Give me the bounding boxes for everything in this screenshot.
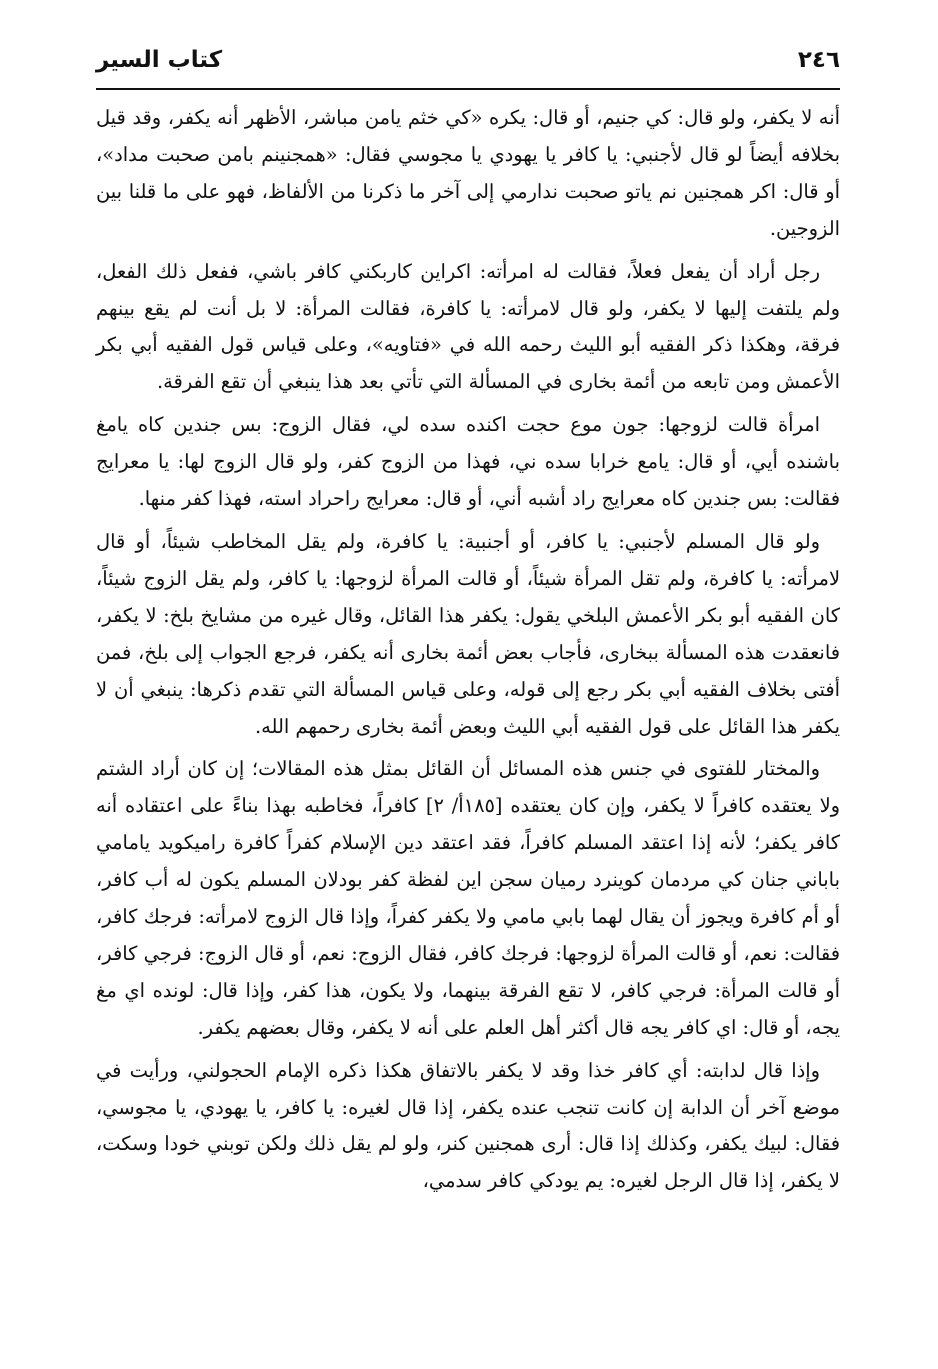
paragraph: ولو قال المسلم لأجنبي: يا كافر، أو أجنبية: يا كافرة، ولم يقل المخاطب شيئاً، أو قال لامرأته: يا كافرة، ولم تقل المرأة شيئاً، أو قالت المرأة لزوجها: يا كافر، ولم يقل الزوج شيئاً، كان الفقيه أبو بكر الأعمش البلخي يقول: يكفر هذا القائل، وقال غيره من مشايخ بلخ: لا يكفر، فانعقدت هذه المسألة ببخارى، فأجاب بعض أئمة بخارى أنه يكفر، فرجع الجواب إلى بلخ، فمن أفتى بخلاف الفقيه أبي بكر رجع إلى قوله، وعلى قياس المسألة التي تقدم ذكرها: ينبغي أن لا يكفر هذا القائل على قول الفقيه أبي الليث وبعض أئمة بخارى رحمهم الله. (96, 529, 840, 738)
page-header (96, 40, 840, 80)
main-text (96, 100, 840, 1206)
paragraph: رجل أراد أن يفعل فعلاً، فقالت له امرأته: اكراين كاربكني كافر باشي، ففعل ذلك الفعل، ولم يلتفت إليها لا يكفر، ولو قال لامرأته: يا كافرة، فقالت المرأة: لا بل أنت لم يقع بينهم فرقة، وهكذا ذكر الفقيه أبو الليث رحمه الله في «فتاويه»، وعلى قياس قول الفقيه أبي بكر الأعمش ومن تابعه من أئمة بخارى في المسألة التي تأتي بعد هذا ينبغي أن تقع الفرقة. (96, 259, 840, 394)
paragraph: وإذا قال لدابته: أي كافر خذا وقد لا يكفر بالاتفاق هكذا ذكره الإمام الحجولني، ورأيت في موضع آخر أن الدابة إن كانت تنجب عنده يكفر، إذا قال لغيره: يا كافر، يا يهودي، يا مجوسي، فقال: لبيك يكفر، وكذلك إذا قال: أرى همجنين كنر، ولو لم يقل ذلك ولكن توبني خودا وسكت، لا يكفر، إذا قال الرجل لغيره: يم يودكي كافر سدمي، (96, 1058, 840, 1193)
running-title: كتاب السير (96, 47, 223, 73)
paragraph: والمختار للفتوى في جنس هذه المسائل أن القائل بمثل هذه المقالات؛ إن كان أراد الشتم ولا يعتقده كافراً لا يكفر، وإن كان يعتقده [١٨٥أ/ ٢] كافراً، فخاطبه بهذا بناءً على اعتقاده أنه كافر يكفر؛ لأنه إذا اعتقد المسلم كافراً، فقد اعتقد دين الإسلام كفراً كافرة راميكويد يامامي باباني جنان كي مردمان كوينرد رميان سجن اين لفظة كفر بودلان المسلم يكون له أب كافر، أو أم كافرة ويجوز أن يقال لهما بابي مامي ولا يكفر كفراً، وإذا قال الزوج لامرأته: فرجك كافر، فقالت: نعم، أو قالت المرأة لزوجها: فرجك كافر، فقال الزوج: نعم، أو قال الزوج: فرجي كافر، أو قالت المرأة: فرجي كافر، لا تقع الفرقة بينهما، ولا يكون، هذا كفر، وإذا قال: لونده اي مغ يجه، أو قال: اي كافر يجه قال أكثر أهل العلم على أنه لا يكفر، وقال بعضهم يكفر. (96, 757, 840, 1039)
header-rule (96, 88, 840, 90)
page-number: ٢٤٦ (797, 47, 840, 73)
paragraph: امرأة قالت لزوجها: جون موع حجت اكنده سده لي، فقال الزوج: بس جندين كاه يامغ باشنده أيي، أو قال: يامع خرابا سده ني، فهذا من الزوج كفر، ولو قال الزوج لها: يا معرايج فقالت: بس جندين كاه معرايج راد أشبه أني، أو قال: معرايج راحراد استه، فهذا كفر منها. (96, 413, 840, 511)
paragraph: أنه لا يكفر، ولو قال: كي جنيم، أو قال: يكره «كي خثم يامن مباشر، الأظهر أنه يكفر، وقد قيل بخلافه أيضاً لو قال لأجنبي: يا كافر يا يهودي يا مجوسي فقال: «همجنينم بامن صحبت مداد»، أو قال: اكر همجنين نم ياتو صحبت ندارمي إلى آخر ما ذكرنا من الألفاظ، فهو على ما قلنا بين الزوجين. (96, 106, 840, 240)
